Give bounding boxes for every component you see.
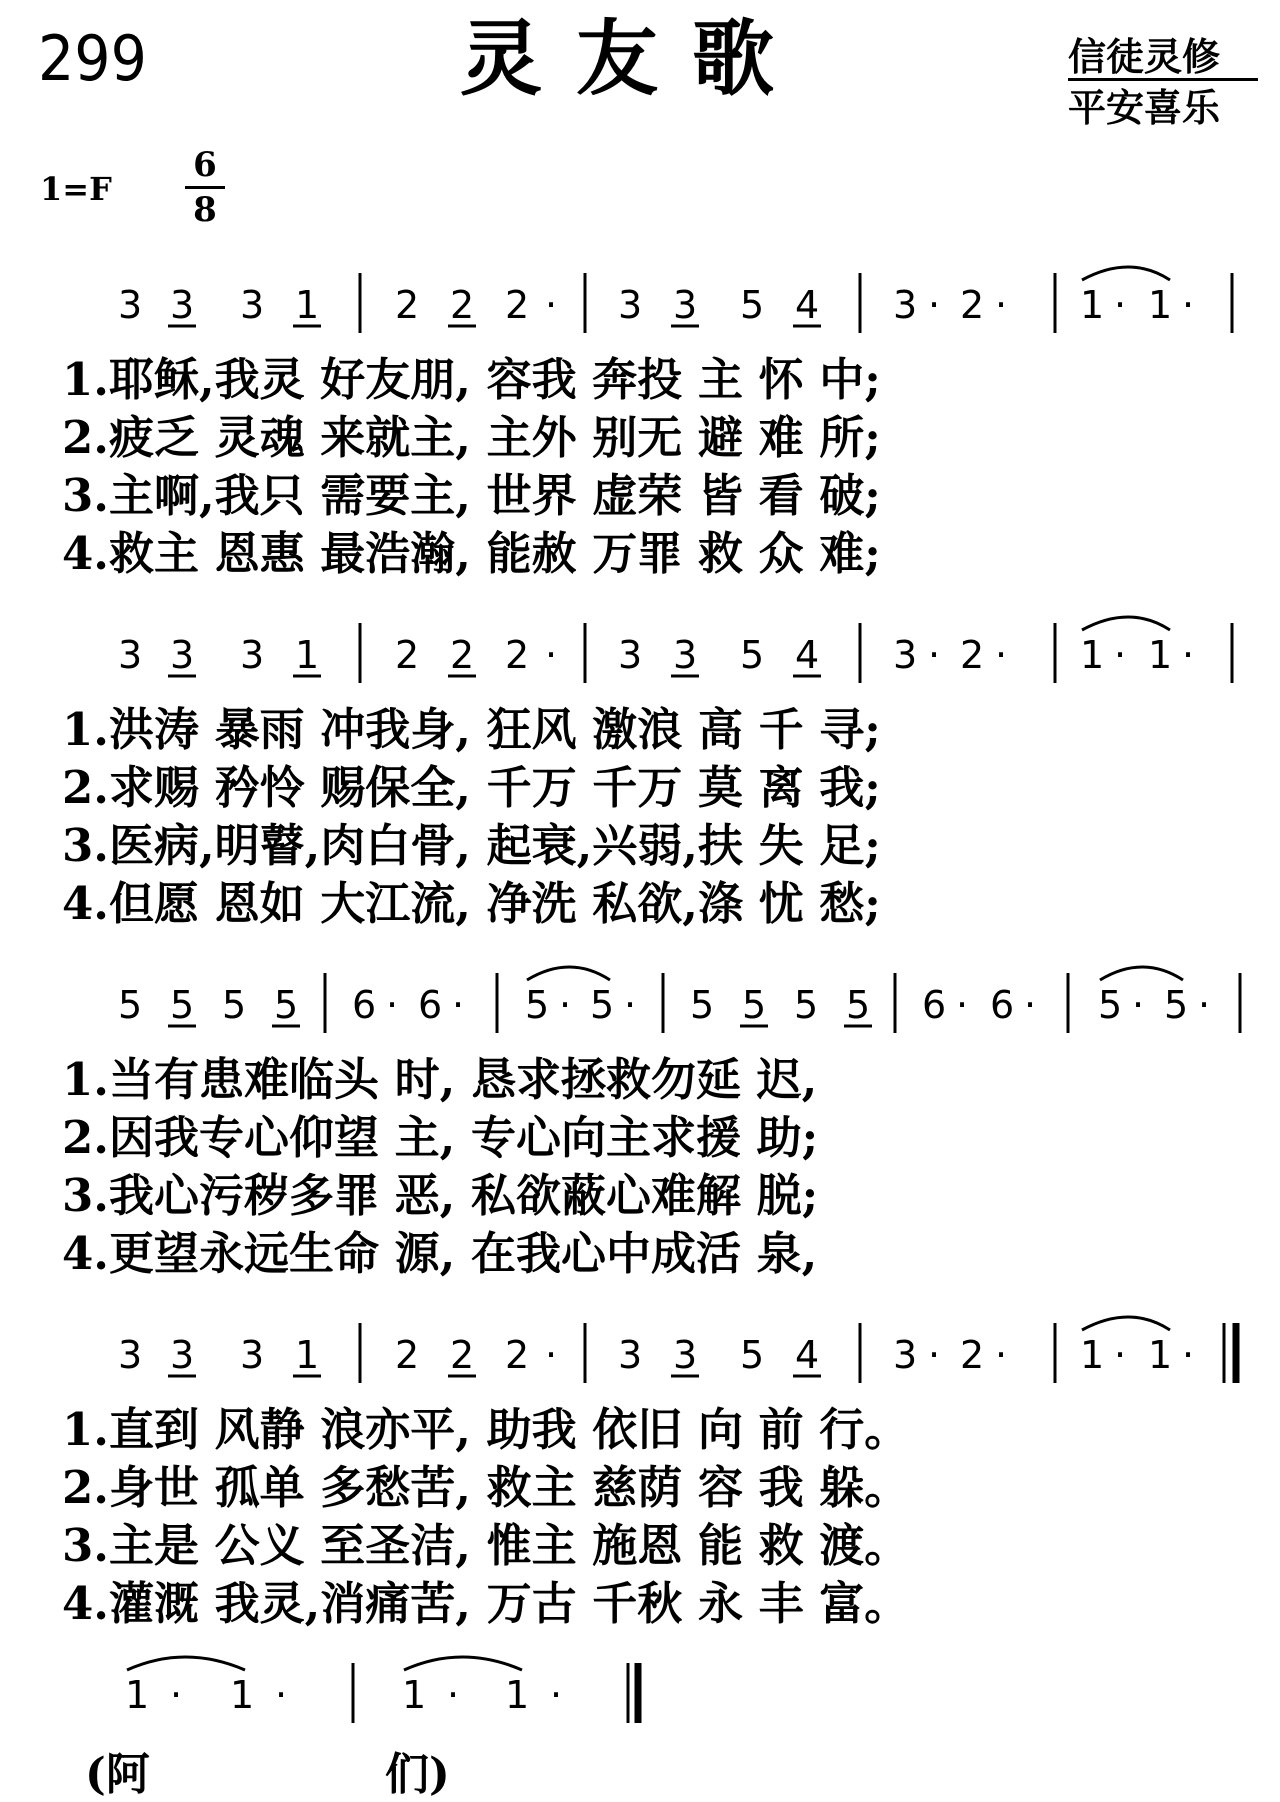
notation-line [0,608,1280,698]
slur [404,1657,522,1670]
lyric-line: 3.主啊,我只 需要主, 世界 虚荣 皆 看 破; [62,469,881,522]
note: · [170,1673,183,1717]
lyric-line: 1.洪涛 暴雨 冲我身, 狂风 激浪 高 千 寻; [62,703,881,756]
note: 2 [960,283,985,327]
note: 5 [274,983,299,1027]
notation-line [0,958,1280,1048]
note: 5 [690,983,715,1027]
note: 6 [418,983,443,1027]
hymn-title: 灵友歌 [460,11,809,107]
amen-open: (阿 [85,1749,150,1800]
note: 5 [742,983,767,1027]
slur [127,1657,245,1670]
note: 5 [1164,983,1189,1027]
note: · [956,983,969,1027]
note: · [928,283,941,327]
note: 4 [795,283,820,327]
note: 3 [618,283,643,327]
note: 3 [170,1333,195,1377]
note: · [545,1333,558,1377]
note: 1 [1148,633,1173,677]
note: 2 [395,633,420,677]
note: · [447,1673,460,1717]
lyric-line: 2.求赐 矜怜 赐保全, 千万 千万 莫 离 我; [62,761,881,814]
time-signature [185,145,225,230]
note: · [545,283,558,327]
note: 3 [118,633,143,677]
note: 1 [1080,633,1105,677]
note: · [550,1673,563,1717]
note: 3 [240,633,265,677]
note: 5 [794,983,819,1027]
lyric-line: 2.疲乏 灵魂 来就主, 主外 别无 避 难 所; [62,411,881,464]
note: 3 [893,283,918,327]
lyric-line: 2.因我专心仰望 主, 专心向主求援 助; [62,1111,819,1164]
note: · [559,983,572,1027]
note: · [1198,983,1211,1027]
note: 6 [990,983,1015,1027]
note: 3 [673,283,698,327]
note: 1 [505,1673,530,1717]
lyric-line: 3.我心污秽多罪 恶, 私欲蔽心难解 脱; [62,1169,819,1222]
note: 3 [893,633,918,677]
note: · [386,983,399,1027]
amen-close: 们) [385,1749,450,1800]
note: · [1182,1333,1195,1377]
note: · [1182,283,1195,327]
note: · [995,1333,1008,1377]
note: 5 [1098,983,1123,1027]
note: 5 [525,983,550,1027]
notation-line [0,1648,1280,1738]
lyric-line: 1.直到 风静 浪亦平, 助我 依旧 向 前 行。 [62,1403,910,1456]
note: 1 [402,1673,427,1717]
slur [527,967,610,980]
note: 6 [352,983,377,1027]
note: 5 [740,1333,765,1377]
time-signature-top: 6 [193,145,217,185]
lyric-line: 3.医病,明瞽,肉白骨, 起衰,兴弱,扶 失 足; [62,819,881,872]
note: · [928,633,941,677]
note: 3 [893,1333,918,1377]
note: 2 [395,283,420,327]
note: · [1132,983,1145,1027]
note: 4 [795,633,820,677]
note: 3 [673,633,698,677]
slur [1082,1317,1170,1330]
time-signature-bottom: 8 [193,190,217,230]
note: 3 [618,1333,643,1377]
note: 2 [505,633,530,677]
note: 6 [922,983,947,1027]
note: 3 [673,1333,698,1377]
lyric-line: 4.救主 恩惠 最浩瀚, 能赦 万罪 救 众 难; [62,527,881,580]
note: 2 [505,1333,530,1377]
note: 5 [170,983,195,1027]
note: 1 [1080,283,1105,327]
notation-line [0,258,1280,348]
note: 1 [295,1333,320,1377]
note: 5 [118,983,143,1027]
key-signature: 1=F [40,170,112,208]
lyric-line: 4.更望永远生命 源, 在我心中成活 泉, [62,1227,818,1280]
note: 2 [505,283,530,327]
note: 5 [222,983,247,1027]
note: · [545,633,558,677]
note: · [1114,633,1127,677]
note: · [928,1333,941,1377]
note: 1 [1080,1333,1105,1377]
lyric-line: 1.耶稣,我灵 好友朋, 容我 奔投 主 怀 中; [62,353,881,406]
note: · [1114,283,1127,327]
note: 3 [170,283,195,327]
note: · [1114,1333,1127,1377]
slur [1082,267,1170,280]
note: 2 [395,1333,420,1377]
note: 2 [450,1333,475,1377]
note: 1 [295,633,320,677]
hymn-number: 299 [38,22,147,95]
note: 1 [125,1673,150,1717]
note: 3 [118,283,143,327]
note: 2 [960,633,985,677]
note: 5 [740,633,765,677]
note: 4 [795,1333,820,1377]
note: · [275,1673,288,1717]
note: 3 [240,283,265,327]
note: · [452,983,465,1027]
category-tag: 平安喜乐 [1068,85,1221,130]
note: 5 [590,983,615,1027]
note: 3 [118,1333,143,1377]
note: 1 [1148,1333,1173,1377]
note: 3 [170,633,195,677]
note: · [1024,983,1037,1027]
note: 1 [295,283,320,327]
note: 2 [450,633,475,677]
note: · [624,983,637,1027]
note: 2 [960,1333,985,1377]
slur [1100,967,1183,980]
note: 5 [740,283,765,327]
note: 3 [618,633,643,677]
slur [1082,617,1170,630]
lyric-line: 2.身世 孤单 多愁苦, 救主 慈荫 容 我 躲。 [62,1461,910,1514]
note: 2 [450,283,475,327]
note: · [1182,633,1195,677]
lyric-line: 3.主是 公义 至圣洁, 惟主 施恩 能 救 渡。 [62,1519,910,1572]
lyric-line: 4.灌溉 我灵,消痛苦, 万古 千秋 永 丰 富。 [62,1577,910,1630]
note: · [995,283,1008,327]
time-signature-bar [185,186,225,189]
notation-line [0,1308,1280,1398]
lyric-line: 4.但愿 恩如 大江流, 净洗 私欲,涤 忧 愁; [62,877,881,930]
note: 5 [846,983,871,1027]
category-tag: 信徒灵修 [1068,34,1221,79]
note: 3 [240,1333,265,1377]
note: · [995,633,1008,677]
note: 1 [230,1673,255,1717]
lyric-line: 1.当有患难临头 时, 恳求拯救勿延 迟, [62,1053,818,1106]
category-tags [1068,32,1258,133]
note: 1 [1148,283,1173,327]
